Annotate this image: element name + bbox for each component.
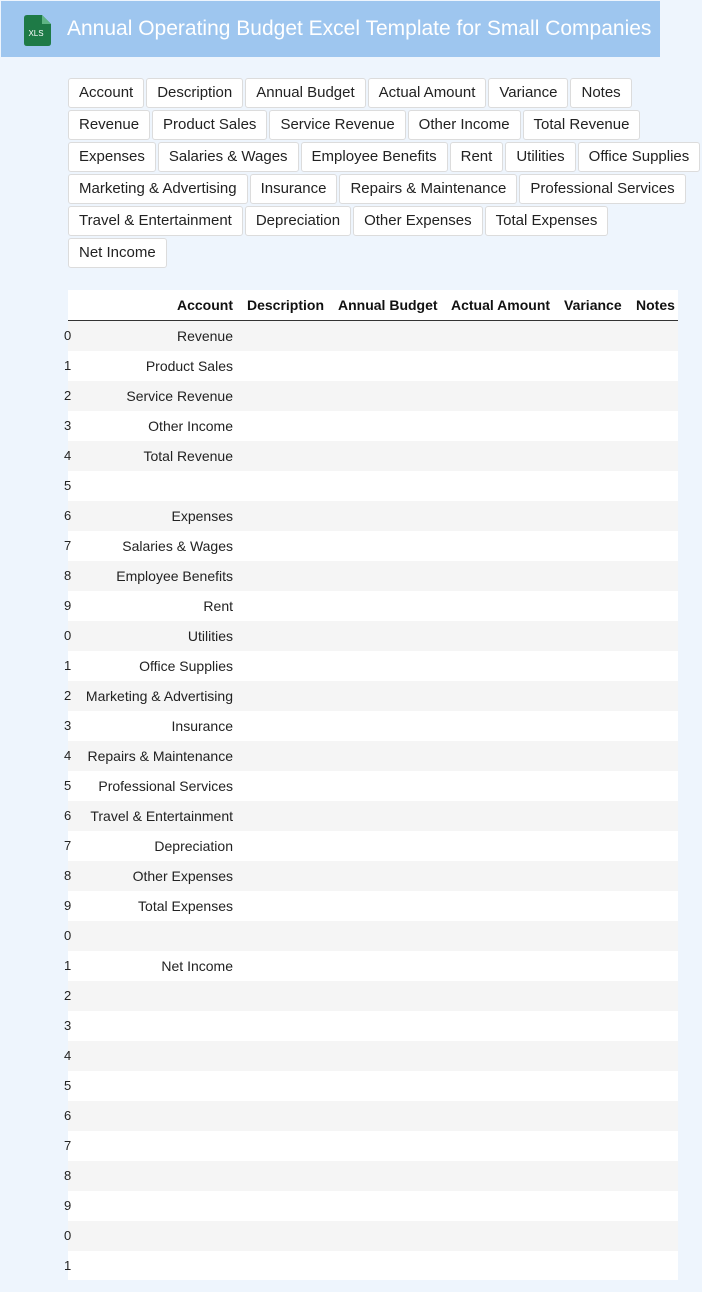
table-row[interactable] (64, 651, 678, 681)
column-tag-list (68, 78, 698, 270)
row-index: 7 (64, 1138, 72, 1153)
account-cell[interactable]: Rent (203, 598, 233, 614)
row-index: 6 (64, 808, 72, 823)
row-index: 2 (64, 988, 72, 1003)
row-index: 5 (64, 478, 72, 493)
account-cell[interactable]: Total Revenue (143, 448, 233, 464)
column-tag-button[interactable]: Marketing & Advertising (68, 174, 248, 204)
column-tag-button[interactable]: Notes (570, 78, 631, 108)
column-tag-button[interactable]: Total Revenue (523, 110, 641, 140)
column-tag-button[interactable]: Employee Benefits (301, 142, 448, 172)
account-cell[interactable]: Travel & Entertainment (90, 808, 233, 824)
tag-row (68, 206, 698, 236)
column-tag-button[interactable]: Product Sales (152, 110, 267, 140)
table-row[interactable] (64, 891, 678, 921)
table-row[interactable] (64, 1191, 678, 1221)
table-row[interactable] (64, 1251, 678, 1281)
column-tag-button[interactable]: Net Income (68, 238, 167, 268)
tag-row (68, 238, 698, 268)
excel-file-icon (23, 15, 51, 46)
account-cell[interactable]: Revenue (176, 328, 233, 344)
column-tag-button[interactable]: Utilities (505, 142, 575, 172)
column-tag-button[interactable]: Annual Budget (245, 78, 365, 108)
row-index: 1 (64, 658, 72, 673)
account-cell[interactable]: Utilities (187, 628, 233, 644)
row-index: 6 (64, 1108, 72, 1123)
table-row[interactable] (64, 1221, 678, 1251)
row-index: 3 (64, 718, 72, 733)
table-row[interactable] (64, 441, 678, 471)
header-variance[interactable]: Variance (564, 297, 622, 313)
column-tag-button[interactable]: Variance (488, 78, 568, 108)
table-row[interactable] (64, 621, 678, 651)
table-row[interactable] (64, 1101, 678, 1131)
account-cell[interactable]: Professional Services (98, 778, 233, 794)
account-cell[interactable]: Marketing & Advertising (85, 688, 233, 704)
column-tag-button[interactable]: Salaries & Wages (158, 142, 299, 172)
row-index: 2 (64, 388, 72, 403)
header-account[interactable]: Account (177, 297, 233, 313)
account-cell[interactable]: Repairs & Maintenance (87, 748, 233, 764)
row-index: 6 (64, 508, 72, 523)
row-index: 9 (64, 598, 72, 613)
account-cell[interactable]: Other Expenses (132, 868, 233, 884)
row-index: 0 (64, 328, 72, 343)
app-header (1, 1, 660, 57)
column-tag-button[interactable]: Professional Services (519, 174, 685, 204)
table-row[interactable] (64, 1071, 678, 1101)
row-index: 4 (64, 1048, 72, 1063)
row-index: 5 (64, 1078, 72, 1093)
table-row[interactable] (64, 1041, 678, 1071)
row-index: 8 (64, 568, 72, 583)
table-row[interactable] (64, 711, 678, 741)
table-row[interactable] (64, 471, 678, 501)
row-index: 0 (64, 1228, 72, 1243)
account-cell[interactable]: Salaries & Wages (122, 538, 233, 554)
account-cell[interactable]: Net Income (161, 958, 233, 974)
row-index: 1 (64, 958, 72, 973)
column-tag-button[interactable]: Other Expenses (353, 206, 483, 236)
account-cell[interactable]: Expenses (171, 508, 233, 524)
table-row[interactable] (64, 681, 678, 711)
table-row[interactable] (64, 561, 678, 591)
column-tag-button[interactable]: Total Expenses (485, 206, 609, 236)
column-tag-button[interactable]: Expenses (68, 142, 156, 172)
account-cell[interactable]: Product Sales (145, 358, 233, 374)
row-index: 2 (64, 688, 72, 703)
row-index: 0 (64, 928, 72, 943)
column-tag-button[interactable]: Travel & Entertainment (68, 206, 243, 236)
row-index: 3 (64, 418, 72, 433)
row-index: 9 (64, 1198, 72, 1213)
table-row[interactable] (64, 801, 678, 831)
tag-row (68, 78, 698, 108)
table-row[interactable] (64, 591, 678, 621)
table-row[interactable] (64, 501, 678, 531)
row-index: 5 (64, 778, 72, 793)
account-cell[interactable]: Other Income (148, 418, 233, 434)
header-annual-budget[interactable]: Annual Budget (338, 297, 438, 313)
header-notes[interactable]: Notes (636, 297, 675, 313)
row-index: 4 (64, 448, 72, 463)
tag-row (68, 142, 698, 172)
column-tag-button[interactable]: Revenue (68, 110, 150, 140)
account-cell[interactable]: Total Expenses (138, 898, 233, 914)
table-row[interactable] (64, 531, 678, 561)
column-tag-button[interactable]: Other Income (408, 110, 521, 140)
account-cell[interactable]: Office Supplies (139, 658, 233, 674)
column-tag-button[interactable]: Rent (450, 142, 504, 172)
account-cell[interactable]: Insurance (171, 718, 233, 734)
table-row[interactable] (64, 1011, 678, 1041)
table-row[interactable] (64, 981, 678, 1011)
table-row[interactable] (64, 741, 678, 771)
column-tag-button[interactable]: Service Revenue (269, 110, 405, 140)
account-cell[interactable]: Service Revenue (126, 388, 233, 404)
table-row[interactable] (64, 351, 678, 381)
page-title: Annual Operating Budget Excel Template for Small Companies (67, 17, 652, 40)
table-row[interactable] (64, 1161, 678, 1191)
column-tag-button[interactable]: Office Supplies (578, 142, 701, 172)
table-row[interactable] (64, 321, 678, 351)
row-index: 7 (64, 538, 72, 553)
row-index: 4 (64, 748, 72, 763)
table-row[interactable] (64, 381, 678, 411)
column-tag-button[interactable]: Depreciation (245, 206, 351, 236)
table-row[interactable] (64, 861, 678, 891)
row-index: 3 (64, 1018, 72, 1033)
tag-row (68, 174, 698, 204)
excel-icon-label: XLS (28, 29, 44, 38)
header-description[interactable]: Description (247, 297, 325, 313)
row-index: 8 (64, 1168, 72, 1183)
tag-row (68, 110, 698, 140)
row-index: 1 (64, 358, 72, 373)
column-tag-button[interactable]: Repairs & Maintenance (339, 174, 517, 204)
table-header-row (68, 290, 678, 321)
account-cell[interactable]: Employee Benefits (116, 568, 233, 584)
column-tag-button[interactable]: Insurance (250, 174, 338, 204)
table-row[interactable] (64, 921, 678, 951)
row-index: 8 (64, 868, 72, 883)
budget-sheet (64, 290, 678, 1280)
table-row[interactable] (64, 951, 678, 981)
table-row[interactable] (64, 1131, 678, 1161)
row-index: 9 (64, 898, 72, 913)
row-index: 1 (64, 1258, 72, 1273)
header-actual-amount[interactable]: Actual Amount (451, 297, 551, 313)
row-index: 7 (64, 838, 72, 853)
column-tag-button[interactable]: Description (146, 78, 243, 108)
table-row[interactable] (64, 831, 678, 861)
row-index: 0 (64, 628, 72, 643)
account-cell[interactable]: Depreciation (154, 838, 233, 854)
table-row[interactable] (64, 771, 678, 801)
column-tag-button[interactable]: Actual Amount (368, 78, 487, 108)
column-tag-button[interactable]: Account (68, 78, 144, 108)
table-row[interactable] (64, 411, 678, 441)
